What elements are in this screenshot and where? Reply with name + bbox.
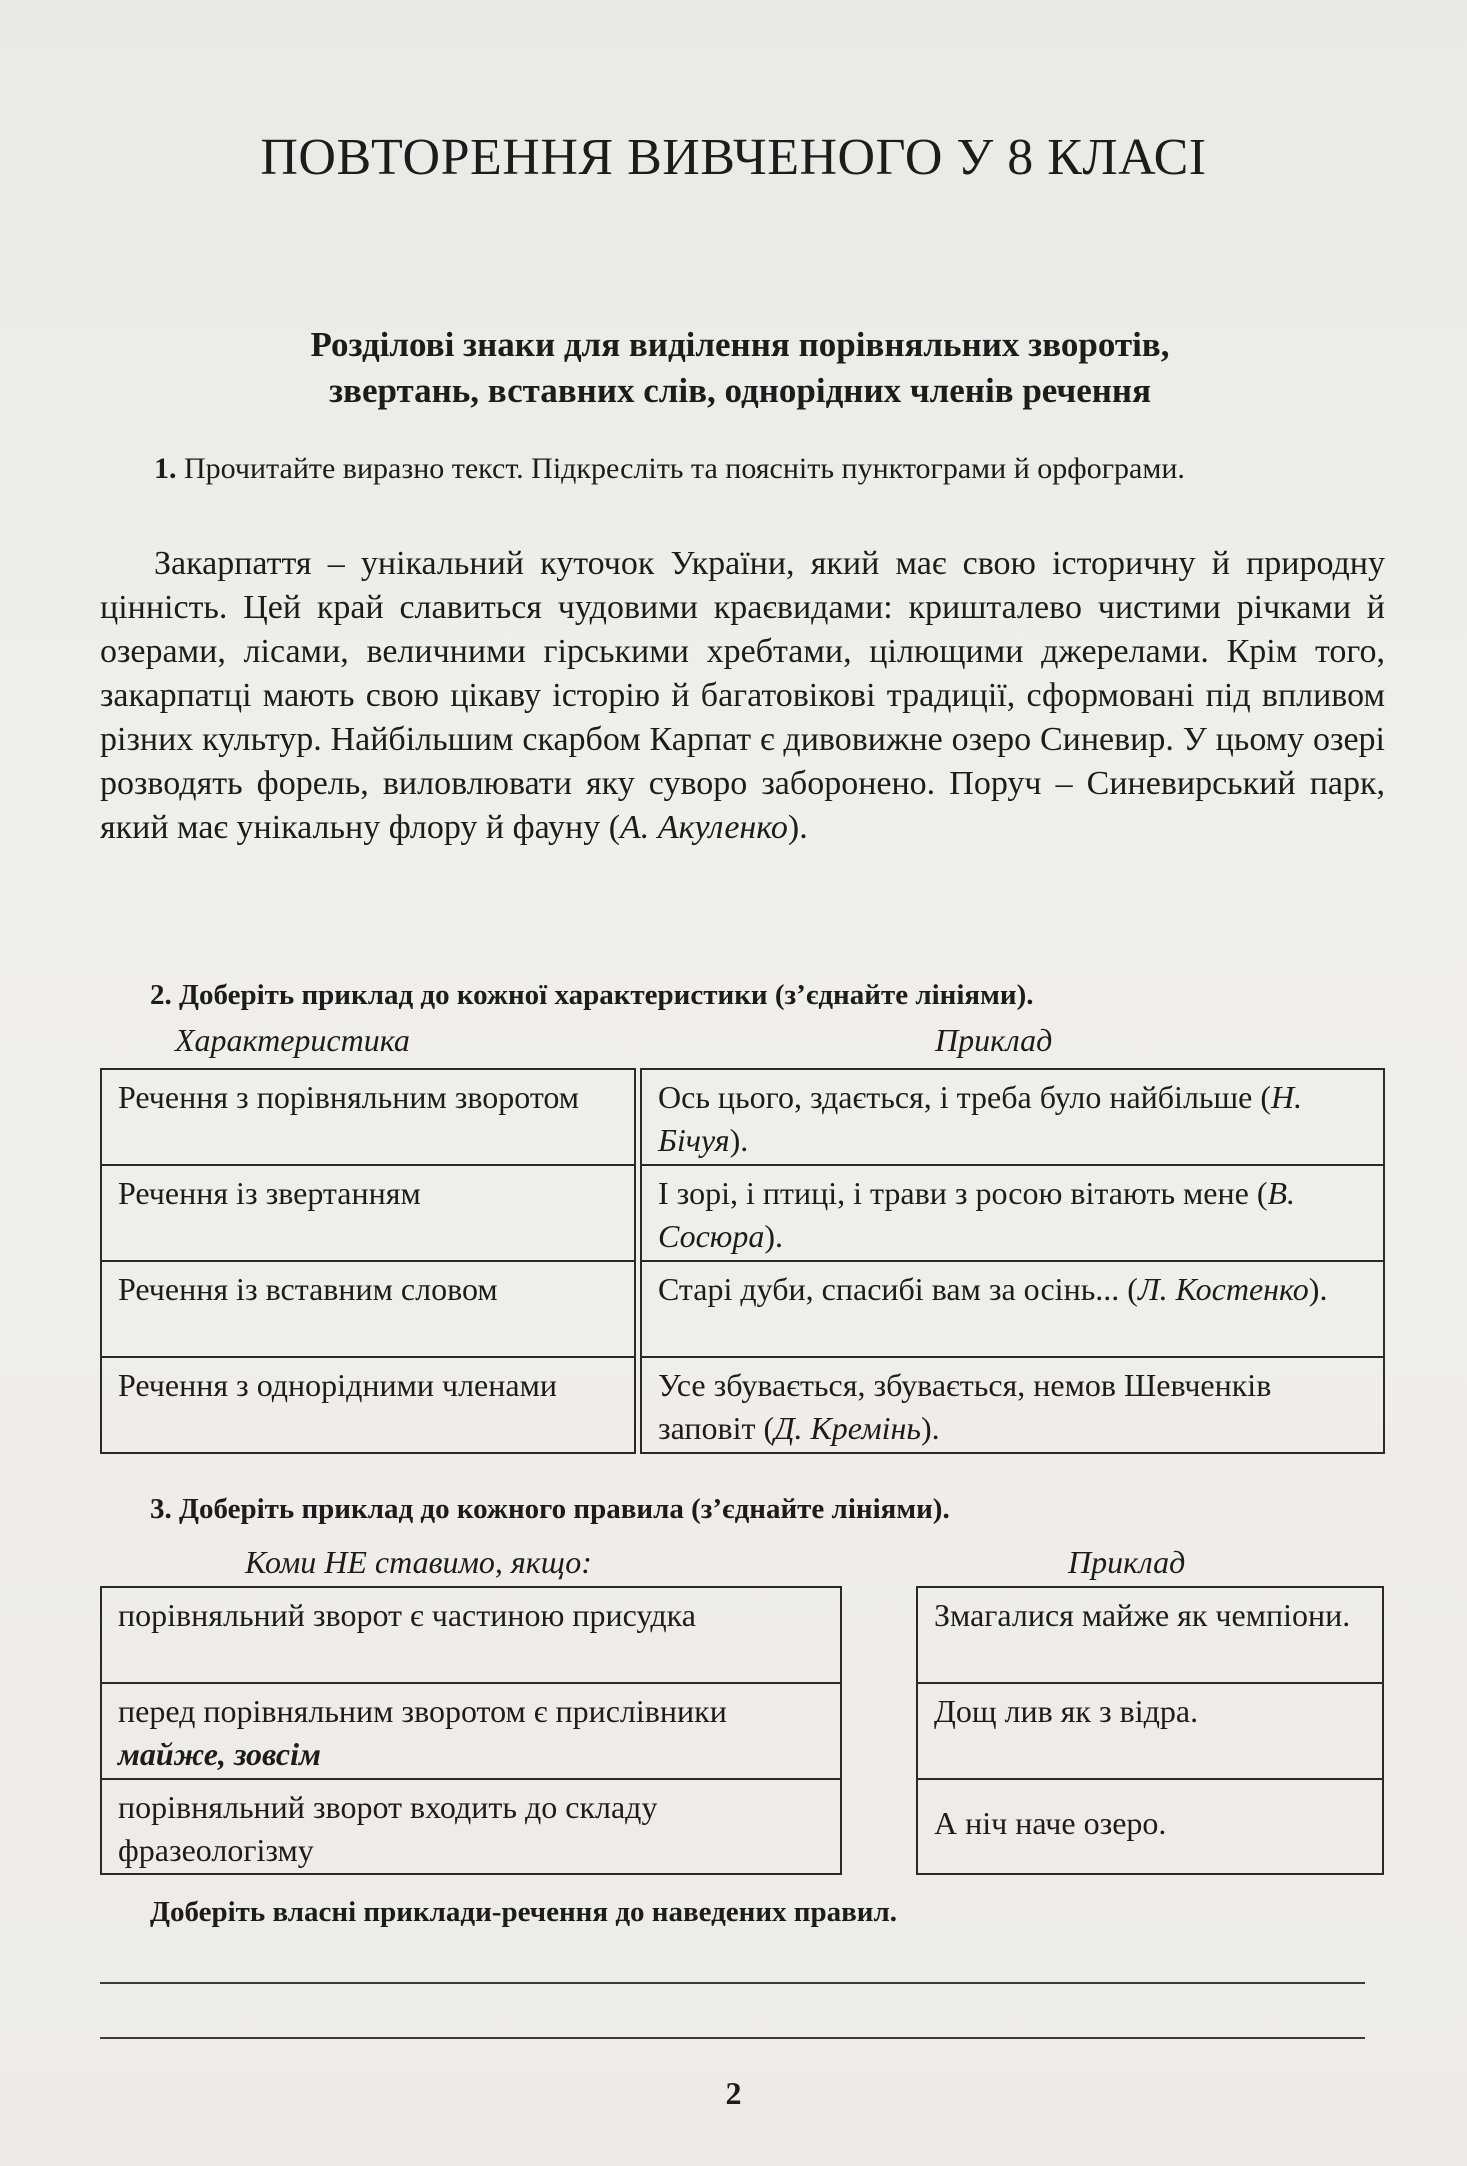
reading-text-body: Закарпаття – унікальний куточок України, який має свою історичну й природну цінність. Цей край славиться чудовими краєвидами: кришталево чистими річками й озерами, лісами, величними гірськими хребтами, цілющими джерелами. Крім того, закарпатці мають свою цікаву історію й багатовікові традиції, сформовані під впливом різних культур. Найбільшим скарбом Карпат є дивовижне озеро Синевир. У цьому озері розводять форель, виловлювати яку суворо заборонено. Поруч – Синевирський парк, який має унікальну флору й фауну ( [100, 545, 1385, 846]
subtitle-line-1: Розділові знаки для виділення порівняльних зворотів, [310, 325, 1170, 364]
section-subtitle [100, 322, 1380, 414]
task-3-instruction [150, 1488, 1435, 1530]
page-number: 2 [725, 2075, 742, 2111]
task-number: 3. [150, 1493, 172, 1525]
task-2-instruction [150, 974, 1435, 1016]
table-cell: А ніч наче озеро. [934, 1805, 1167, 1841]
task-2-left-table [100, 1068, 636, 1454]
subtitle-line-2: звертань, вставних слів, однорідних членів речення [328, 371, 1152, 410]
example-author: Л. Костенко [1137, 1271, 1309, 1307]
example-text: Ось цього, здається, і треба було найбільше ( [658, 1079, 1271, 1115]
table-cell [642, 1358, 1383, 1452]
table-cell [102, 1684, 840, 1780]
task-2-right-table [640, 1068, 1385, 1454]
reading-text-author: А. Акуленко [620, 809, 788, 846]
rule-keywords: майже, зовсім [118, 1736, 321, 1772]
task-3-left-table [100, 1586, 842, 1875]
page-title: ПОВТОРЕННЯ ВИВЧЕНОГО У 8 КЛАСІ [260, 129, 1207, 186]
task-number: 1. [154, 452, 177, 485]
table-cell: Речення з порівняльним зворотом [102, 1070, 634, 1166]
table-cell: порівняльний зворот є частиною присудка [102, 1588, 840, 1684]
example-author: Д. Кремінь [774, 1410, 921, 1446]
example-text: Старі дуби, спасибі вам за осінь... ( [658, 1271, 1138, 1307]
task-3-right-header: Приклад [1068, 1544, 1186, 1580]
task-1-instruction [100, 448, 1385, 490]
task-2-text: Доберіть приклад до кожної характеристики (з’єднайте лініями). [179, 979, 1034, 1011]
example-text: Усе збувається, збувається, немов Шевченків заповіт ( [658, 1367, 1272, 1446]
table-cell: Речення із вставним словом [102, 1262, 634, 1358]
example-end: ). [764, 1218, 783, 1254]
example-text: І зорі, і птиці, і трави з росою вітають мене ( [658, 1175, 1268, 1211]
example-author: В. Сосюра [658, 1175, 1296, 1254]
task-3-right-table [916, 1586, 1384, 1875]
rule-text: перед порівняльним зворотом є прислівники [118, 1693, 727, 1729]
table-cell: Змагалися майже як чемпіони. [918, 1588, 1382, 1684]
table-cell: Речення з однорідними членами [118, 1367, 557, 1403]
reading-text [100, 542, 1385, 850]
task-2-left-header: Характеристика [175, 1022, 410, 1058]
table-cell [642, 1262, 1383, 1358]
final-task: Доберіть власні приклади-речення до наведених правил. [150, 1896, 898, 1928]
reading-text-end: ). [787, 809, 808, 846]
task-3-left-header: Коми НЕ ставимо, якщо: [245, 1544, 592, 1580]
answer-line[interactable] [100, 2037, 1365, 2039]
example-end: ). [1308, 1271, 1328, 1307]
task-3-text: Доберіть приклад до кожного правила (з’єднайте лініями). [179, 1493, 950, 1525]
table-cell: Речення із звертанням [102, 1166, 634, 1262]
example-author: Н. Бічуя [658, 1079, 1303, 1158]
table-cell [642, 1166, 1383, 1262]
task-1-text: Прочитайте виразно текст. Підкресліть та поясніть пунктограми й орфограми. [184, 452, 1185, 485]
task-number: 2. [150, 979, 172, 1011]
example-end: ). [729, 1122, 749, 1158]
table-cell [642, 1070, 1383, 1166]
table-cell: Дощ лив як з відра. [918, 1684, 1382, 1780]
task-2-right-header: Приклад [935, 1022, 1053, 1058]
answer-line[interactable] [100, 1982, 1365, 1984]
example-end: ). [920, 1410, 940, 1446]
table-cell: порівняльний зворот входить до складу фразеологізму [118, 1789, 658, 1868]
